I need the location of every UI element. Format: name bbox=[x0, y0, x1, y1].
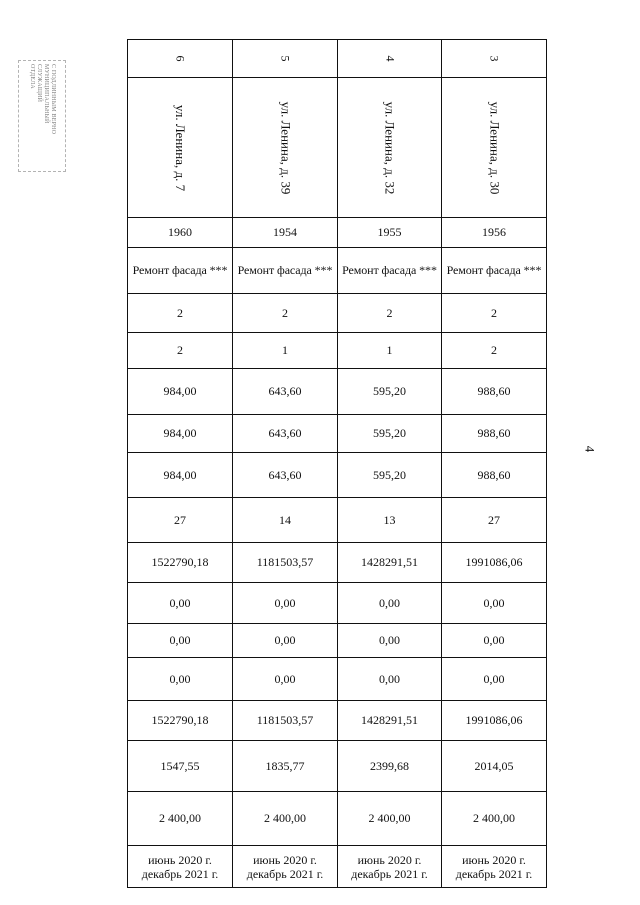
period-end: декабрь 2021 г. bbox=[351, 866, 428, 881]
cell-cost-budget: 0,00 bbox=[442, 624, 547, 658]
table-row-year bbox=[128, 218, 547, 248]
cell-residents: 27 bbox=[128, 498, 233, 543]
cell-cost-per-m2: 2399,68 bbox=[338, 741, 442, 792]
cell-area-residential: 595,20 bbox=[338, 453, 442, 498]
cell-cost-owners: 1428291,51 bbox=[338, 701, 442, 741]
cell-area-residential: 984,00 bbox=[128, 453, 233, 498]
cell-area-living: 988,60 bbox=[442, 415, 547, 453]
cell-cost-local: 0,00 bbox=[233, 658, 338, 701]
cell-area-total: 595,20 bbox=[338, 369, 442, 415]
cell-floors: 2 bbox=[128, 294, 233, 333]
table-row-cost-local bbox=[128, 658, 547, 701]
cell-number: 5 bbox=[233, 40, 338, 78]
cell-area-residential: 643,60 bbox=[233, 453, 338, 498]
cell-cost-local: 0,00 bbox=[442, 658, 547, 701]
approval-stamp bbox=[18, 60, 66, 172]
stamp-line: МУНИЦИПАЛЬНЫЙ bbox=[43, 64, 49, 124]
table-row-address bbox=[128, 78, 547, 218]
table-row-period bbox=[128, 846, 547, 888]
cell-year: 1956 bbox=[442, 218, 547, 248]
cell-cost-fund: 0,00 bbox=[233, 583, 338, 624]
cell-area-total: 984,00 bbox=[128, 369, 233, 415]
cell-area-living: 595,20 bbox=[338, 415, 442, 453]
cell-period bbox=[442, 846, 547, 888]
period-end: декабрь 2021 г. bbox=[141, 866, 219, 881]
cell-cost-per-m2: 1547,55 bbox=[128, 741, 233, 792]
period-end: декабрь 2021 г. bbox=[455, 866, 533, 881]
cell-cost-owners: 1522790,18 bbox=[128, 701, 233, 741]
cell-period bbox=[128, 846, 233, 888]
cell-year: 1960 bbox=[128, 218, 233, 248]
cell-address: ул. Ленина, д. 39 bbox=[233, 78, 338, 218]
cell-limit-per-m2: 2 400,00 bbox=[233, 792, 338, 846]
cell-cost-local: 0,00 bbox=[128, 658, 233, 701]
cell-limit-per-m2: 2 400,00 bbox=[338, 792, 442, 846]
cell-address: ул. Ленина, д. 7 bbox=[128, 78, 233, 218]
cell-number: 4 bbox=[338, 40, 442, 78]
cell-cost-budget: 0,00 bbox=[338, 624, 442, 658]
cell-floors: 2 bbox=[442, 294, 547, 333]
cell-number: 6 bbox=[128, 40, 233, 78]
cell-cost-owners: 1181503,57 bbox=[233, 701, 338, 741]
repair-schedule-table bbox=[127, 39, 547, 888]
period-start: июнь 2020 г. bbox=[357, 852, 422, 867]
cell-area-total: 988,60 bbox=[442, 369, 547, 415]
cell-floors: 2 bbox=[233, 294, 338, 333]
cell-cost-total: 1991086,06 bbox=[442, 543, 547, 583]
table-row-cost-owners bbox=[128, 701, 547, 741]
cell-cost-total: 1181503,57 bbox=[233, 543, 338, 583]
cell-address: ул. Ленина, д. 32 bbox=[338, 78, 442, 218]
cell-period bbox=[338, 846, 442, 888]
table-row-cost-fund bbox=[128, 583, 547, 624]
period-start: июнь 2020 г. bbox=[462, 852, 526, 867]
table-row-number bbox=[128, 40, 547, 78]
cell-floors: 2 bbox=[338, 294, 442, 333]
cell-cost-owners: 1991086,06 bbox=[442, 701, 547, 741]
table-row-entrances bbox=[128, 333, 547, 369]
page-number: 4 bbox=[582, 445, 598, 453]
cell-period bbox=[233, 846, 338, 888]
cell-area-living: 643,60 bbox=[233, 415, 338, 453]
table-row-work bbox=[128, 248, 547, 294]
cell-area-living: 984,00 bbox=[128, 415, 233, 453]
cell-entrances: 2 bbox=[442, 333, 547, 369]
cell-cost-total: 1522790,18 bbox=[128, 543, 233, 583]
period-end: декабрь 2021 г. bbox=[246, 866, 324, 881]
cell-cost-per-m2: 1835,77 bbox=[233, 741, 338, 792]
cell-cost-total: 1428291,51 bbox=[338, 543, 442, 583]
table-row-cost-per-m2 bbox=[128, 741, 547, 792]
cell-entrances: 1 bbox=[233, 333, 338, 369]
cell-work-type: Ремонт фасада *** bbox=[442, 248, 547, 294]
cell-cost-fund: 0,00 bbox=[442, 583, 547, 624]
cell-address: ул. Ленина, д. 30 bbox=[442, 78, 547, 218]
cell-area-total: 643,60 bbox=[233, 369, 338, 415]
table-row-cost-total bbox=[128, 543, 547, 583]
cell-cost-per-m2: 2014,05 bbox=[442, 741, 547, 792]
cell-cost-fund: 0,00 bbox=[128, 583, 233, 624]
cell-residents: 13 bbox=[338, 498, 442, 543]
table-row-area-total bbox=[128, 369, 547, 415]
cell-cost-local: 0,00 bbox=[338, 658, 442, 701]
table-row-area-residential bbox=[128, 453, 547, 498]
cell-residents: 27 bbox=[442, 498, 547, 543]
cell-area-residential: 988,60 bbox=[442, 453, 547, 498]
table-row-floors bbox=[128, 294, 547, 333]
cell-year: 1954 bbox=[233, 218, 338, 248]
cell-limit-per-m2: 2 400,00 bbox=[442, 792, 547, 846]
table-row-residents bbox=[128, 498, 547, 543]
table-row-area-living bbox=[128, 415, 547, 453]
cell-cost-budget: 0,00 bbox=[233, 624, 338, 658]
period-start: июнь 2020 г. bbox=[253, 852, 317, 867]
cell-number: 3 bbox=[442, 40, 547, 78]
cell-work-type: Ремонт фасада *** bbox=[128, 248, 233, 294]
cell-work-type: Ремонт фасада *** bbox=[338, 248, 442, 294]
cell-work-type: Ремонт фасада *** bbox=[233, 248, 338, 294]
stamp-line: С ПОДЛИННЫМ ВЕРНО bbox=[50, 64, 56, 135]
cell-limit-per-m2: 2 400,00 bbox=[128, 792, 233, 846]
stamp-line: ОТДЕЛА bbox=[29, 64, 35, 89]
period-start: июнь 2020 г. bbox=[148, 852, 212, 867]
cell-entrances: 1 bbox=[338, 333, 442, 369]
table-row-limit-per-m2 bbox=[128, 792, 547, 846]
stamp-text bbox=[28, 64, 56, 168]
cell-residents: 14 bbox=[233, 498, 338, 543]
table-row-cost-budget bbox=[128, 624, 547, 658]
cell-cost-fund: 0,00 bbox=[338, 583, 442, 624]
stamp-line: СЛУЖАЩИЙ bbox=[36, 64, 42, 103]
cell-cost-budget: 0,00 bbox=[128, 624, 233, 658]
cell-year: 1955 bbox=[338, 218, 442, 248]
cell-entrances: 2 bbox=[128, 333, 233, 369]
